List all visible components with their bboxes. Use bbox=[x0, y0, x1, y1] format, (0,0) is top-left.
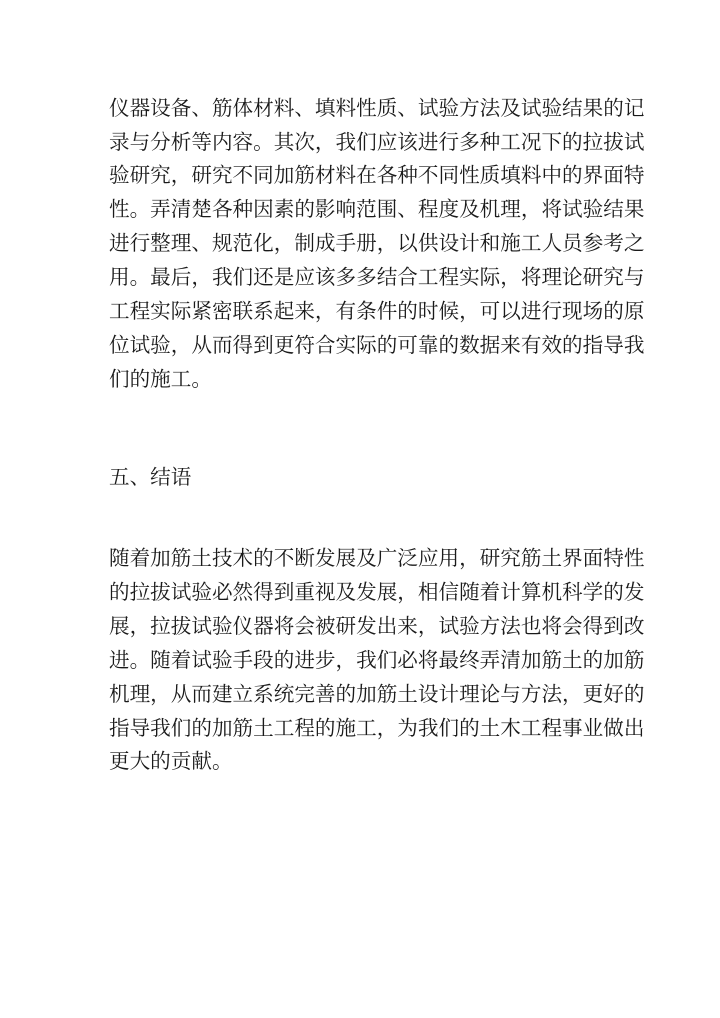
section-heading: 五、结语 bbox=[109, 465, 192, 489]
paragraph-line: 仪器设备、筋体材料、填料性质、试验方法及试验结果的记 bbox=[109, 96, 645, 120]
paragraph-line: 验研究，研究不同加筋材料在各种不同性质填料中的界面特 bbox=[109, 163, 645, 187]
paragraph-line: 用。最后，我们还是应该多多结合工程实际，将理论研究与 bbox=[109, 265, 645, 289]
paragraph-line: 的拉拔试验必然得到重视及发展，相信随着计算机科学的发 bbox=[109, 580, 645, 604]
paragraph-line: 录与分析等内容。其次，我们应该进行多种工况下的拉拔试 bbox=[109, 130, 645, 154]
paragraph-line: 进行整理、规范化，制成手册，以供设计和施工人员参考之 bbox=[109, 231, 645, 255]
paragraph-line: 进。随着试验手段的进步，我们必将最终弄清加筋土的加筋 bbox=[109, 648, 645, 672]
paragraph-line: 位试验，从而得到更符合实际的可靠的数据来有效的指导我 bbox=[109, 333, 645, 357]
paragraph-line: 展，拉拔试验仪器将会被研发出来，试验方法也将会得到改 bbox=[109, 614, 645, 638]
paragraph-line: 随着加筋土技术的不断发展及广泛应用，研究筋土界面特性 bbox=[109, 546, 645, 570]
paragraph-line: 性。弄清楚各种因素的影响范围、程度及机理，将试验结果 bbox=[109, 197, 645, 221]
paragraph-line: 们的施工。 bbox=[109, 367, 212, 391]
paragraph-line: 工程实际紧密联系起来，有条件的时候，可以进行现场的原 bbox=[109, 299, 645, 323]
paragraph-line: 机理，从而建立系统完善的加筋土设计理论与方法，更好的 bbox=[109, 682, 645, 706]
paragraph-line: 指导我们的加筋土工程的施工，为我们的土木工程事业做出 bbox=[109, 716, 645, 740]
paragraph-line: 更大的贡献。 bbox=[109, 749, 233, 773]
